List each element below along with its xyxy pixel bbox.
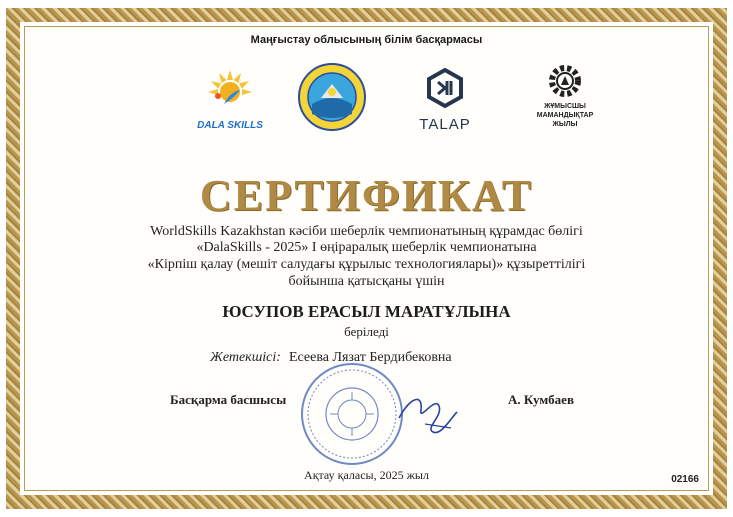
talap-logo — [410, 68, 480, 138]
year-caption: ЖҰМЫСШЫ МАМАНДЫҚТАР ЖЫЛЫ — [536, 103, 594, 128]
official-stamp-icon — [300, 362, 404, 466]
description-line-4: бойынша қатысқаны үшін — [288, 274, 445, 289]
seal-emblem-icon — [297, 62, 367, 132]
education-department-seal-logo — [297, 62, 367, 132]
working-professions-year-logo — [530, 62, 600, 136]
mentor-label: Жетекшісі: — [210, 350, 281, 365]
signatory-label: Басқарма басшысы — [170, 392, 287, 407]
mentor-name: Есеева Лязат Бердибековна — [288, 350, 452, 365]
description-line-3: «Кірпіш қалау (мешіт салудағы құрылыс технологиялары)» құзыреттілігі — [147, 257, 586, 272]
certificate-title: СЕРТИФИКАТ — [199, 171, 534, 220]
dalaskills-emblem-icon — [190, 66, 270, 122]
recipient-name: ЮСУПОВ ЕРАСЫЛ МАРАТҰЛЫНА — [222, 302, 511, 321]
serial-number: 02166 — [671, 474, 699, 485]
issuer-name: Маңғыстау облысының білім басқармасы — [250, 34, 483, 46]
logo-row — [0, 58, 733, 138]
dalaskills-caption: DALA SKILLS — [197, 120, 263, 131]
talap-caption: TALAP — [419, 116, 471, 133]
signature-icon — [395, 388, 465, 438]
talap-emblem-icon — [410, 68, 480, 112]
description-line-1: WorldSkills Kazakhstan кәсіби шеберлік чемпионатының құрамдас бөлігі — [150, 224, 583, 239]
given-text: беріледі — [344, 324, 389, 339]
signatory-name: А. Кумбаев — [508, 392, 574, 407]
gear-emblem-icon — [530, 62, 600, 100]
place-and-date: Ақтау қаласы, 2025 жыл — [304, 468, 429, 482]
dalaskills-logo — [190, 66, 270, 136]
description-line-2: «DalaSkills - 2025» I өңіраралық шеберлік чемпионатына — [196, 240, 537, 255]
